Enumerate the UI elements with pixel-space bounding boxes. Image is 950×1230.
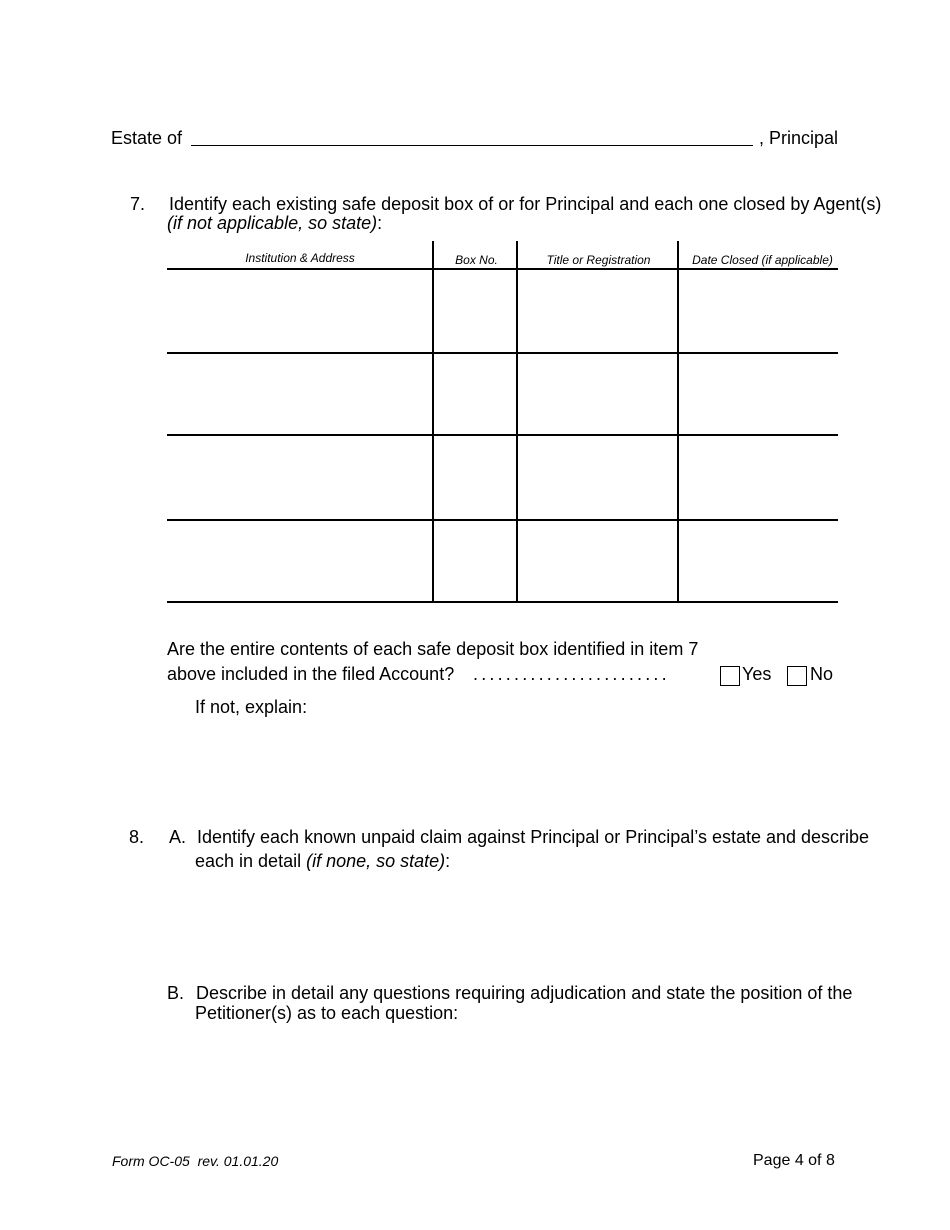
page-number: Page 4 of 8 xyxy=(753,1152,835,1169)
col-header-box-no: Box No. xyxy=(455,253,498,267)
form-id: Form OC-05 rev. 01.01.20 xyxy=(112,1153,279,1169)
table-row-rule xyxy=(167,352,838,354)
col-header-title: Title or Registration xyxy=(546,253,651,267)
principal-label: , Principal xyxy=(759,128,839,148)
item-8-number: 8. xyxy=(129,827,145,847)
item-8b-text-line1: Describe in detail any questions requiring adjudication and state the position of the xyxy=(196,983,853,1003)
yes-checkbox[interactable] xyxy=(720,666,740,686)
table-row-rule xyxy=(167,601,838,603)
cell-institution[interactable] xyxy=(169,522,431,600)
table-header-rule xyxy=(167,268,838,270)
item-7-note-italic: (if not applicable, so state) xyxy=(167,213,378,233)
item-8a-suffix: : xyxy=(445,851,451,871)
explain-label: If not, explain: xyxy=(195,697,308,717)
item-8a-italic: (if none, so state) xyxy=(306,851,446,871)
table-divider xyxy=(432,241,434,602)
item-7-text: Identify each existing safe deposit box of or for Principal and each one closed by Agent(s) xyxy=(169,194,882,214)
cell-institution[interactable] xyxy=(169,437,431,518)
col-header-date-closed: Date Closed (if applicable) xyxy=(692,253,833,267)
col-header-institution: Institution & Address xyxy=(245,251,355,265)
cell-title[interactable] xyxy=(519,271,676,351)
cell-institution[interactable] xyxy=(169,271,431,351)
item-8b-text-line2: Petitioner(s) as to each question: xyxy=(195,1003,459,1023)
table-divider xyxy=(677,241,679,602)
cell-date-closed[interactable] xyxy=(680,522,837,600)
table-row-rule xyxy=(167,434,838,436)
leader-dots: ........................ xyxy=(473,664,670,684)
cell-box-no[interactable] xyxy=(435,355,515,433)
cell-title[interactable] xyxy=(519,522,676,600)
no-label: No xyxy=(810,664,834,684)
table-divider xyxy=(516,241,518,602)
no-checkbox[interactable] xyxy=(787,666,807,686)
table-row-rule xyxy=(167,519,838,521)
item-7-note xyxy=(167,212,382,234)
item-7-number: 7. xyxy=(130,194,146,214)
yes-label: Yes xyxy=(742,664,772,684)
item-8a-text-line1: Identify each known unpaid claim against Principal or Principal’s estate and describe xyxy=(197,827,870,847)
cell-date-closed[interactable] xyxy=(680,355,837,433)
cell-date-closed[interactable] xyxy=(680,271,837,351)
item-8a-text-line2 xyxy=(195,850,450,872)
item-7-note-suffix: : xyxy=(377,213,383,233)
cell-box-no[interactable] xyxy=(435,271,515,351)
cell-box-no[interactable] xyxy=(435,522,515,600)
item-8a-prefix: each in detail xyxy=(195,851,307,871)
contents-question-line2: above included in the filed Account? xyxy=(167,664,455,684)
contents-question-line1: Are the entire contents of each safe deposit box identified in item 7 xyxy=(167,639,699,659)
cell-date-closed[interactable] xyxy=(680,437,837,518)
estate-label: Estate of xyxy=(111,128,183,148)
item-8b-letter: B. xyxy=(167,983,185,1003)
cell-title[interactable] xyxy=(519,355,676,433)
cell-box-no[interactable] xyxy=(435,437,515,518)
cell-institution[interactable] xyxy=(169,355,431,433)
cell-title[interactable] xyxy=(519,437,676,518)
estate-name-field[interactable] xyxy=(191,145,753,146)
item-8a-letter: A. xyxy=(169,827,187,847)
